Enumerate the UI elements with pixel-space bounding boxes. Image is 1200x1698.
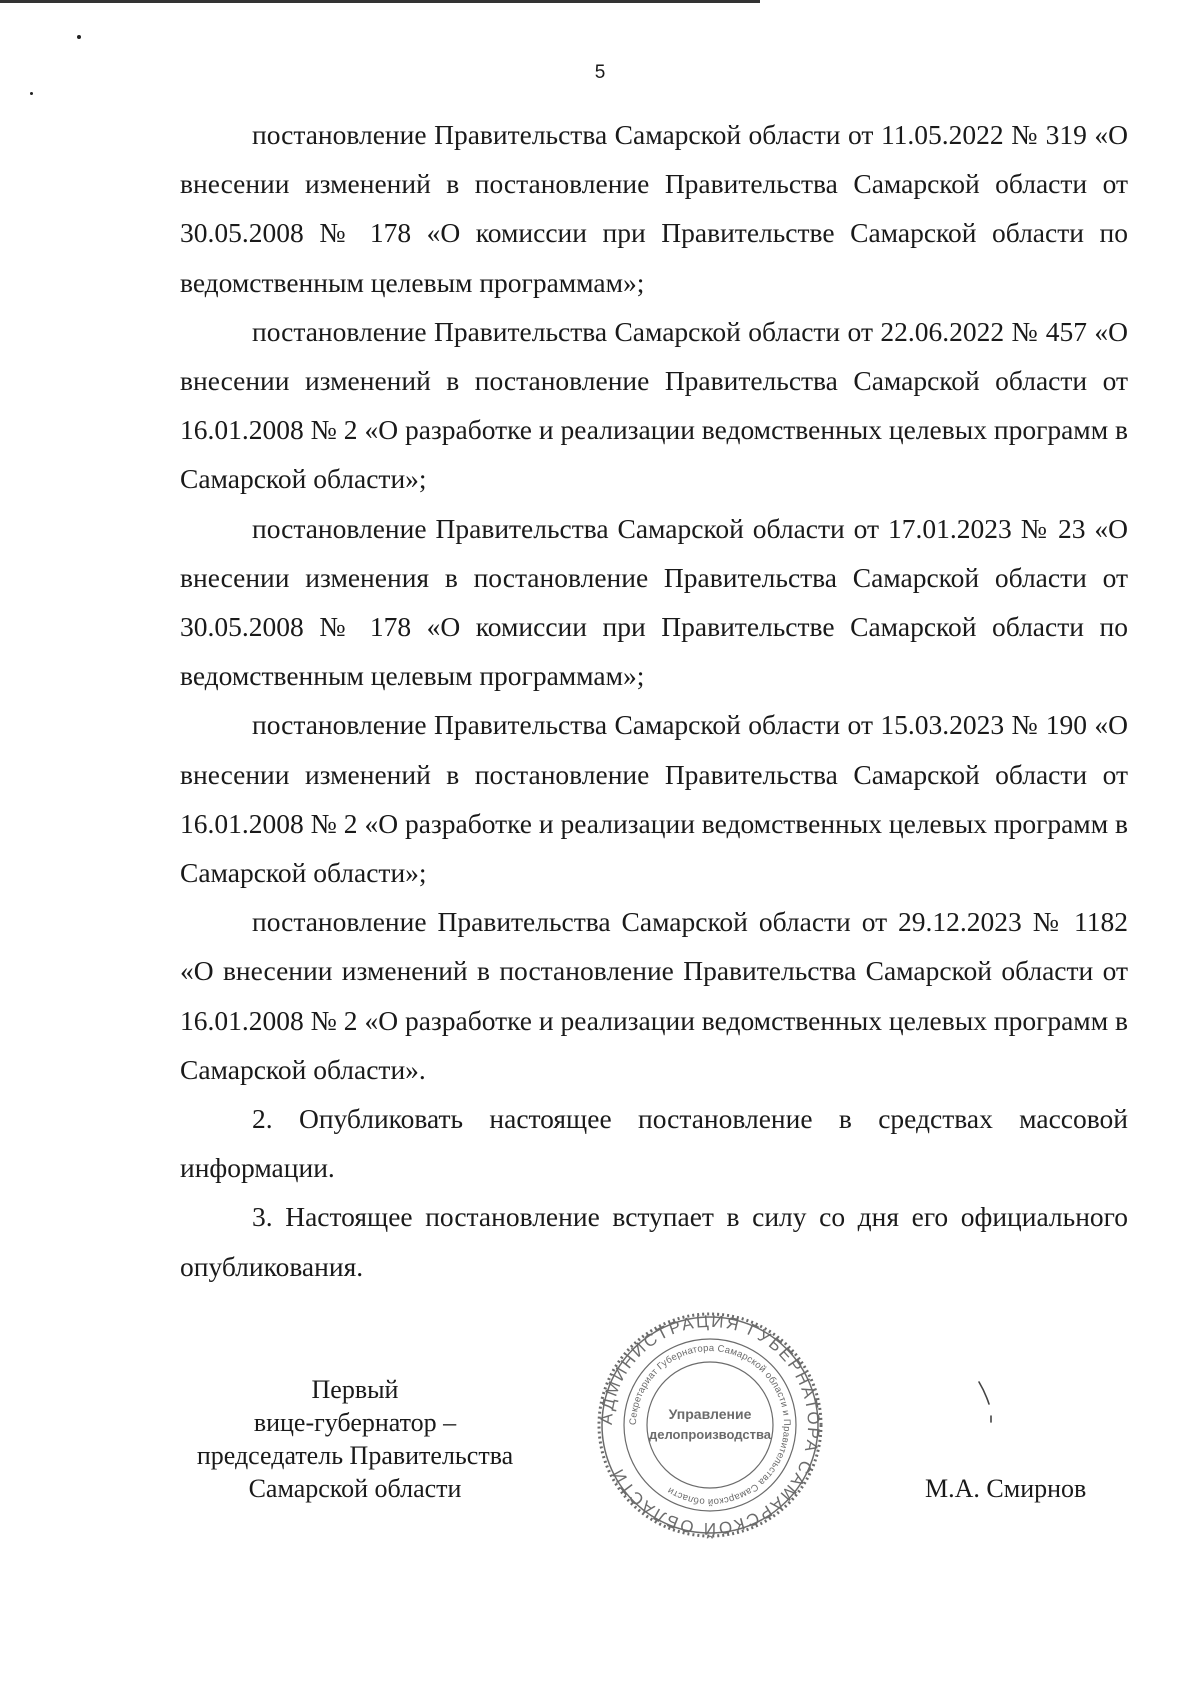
paragraph-4: постановление Правительства Самарской области от 15.03.2023 № 190 «О внесении изменений в постановление Правительства Самарской области от 16.01.2008 № 2 «О разработке и реализации ведомственных целевых программ в Самарской области»; — [180, 709, 1128, 889]
page-number: 5 — [594, 62, 606, 83]
paragraph-1: постановление Правительства Самарской области от 11.05.2022 № 319 «О внесении изменений в постановление Правительства Самарской области от 30.05.2008 № 178 «О комиссии при Правительстве Самарской области по ведомственным целевым программам»; — [180, 119, 1128, 298]
stamp-inner-text: Секретариат Губернатора Самарской области и Правительства Самарской области — [627, 1342, 793, 1508]
svg-text:Секретариат Губернатора Самарс — [628, 1343, 792, 1507]
signatory-title — [170, 1373, 540, 1505]
handwritten-signature-mark — [975, 1378, 1005, 1428]
stamp-center-line-1: Управление — [668, 1406, 752, 1422]
official-stamp — [595, 1310, 825, 1540]
stamp-center-line-2: делопроизводства — [648, 1427, 772, 1442]
stamp-outer-text: АДМИНИСТРАЦИЯ ГУБЕРНАТОРА САМАРСКОЙ ОБЛАСТИ — [596, 1311, 824, 1539]
paragraph-2: постановление Правительства Самарской области от 22.06.2022 № 457 «О внесении изменений в постановление Правительства Самарской области от 16.01.2008 № 2 «О разработке и реализации ведомственных целевых программ в Самарской области»; — [180, 315, 1128, 495]
signatory-title-line: Самарской области — [248, 1474, 462, 1503]
signatory-title-line: вице-губернатор – — [253, 1408, 457, 1437]
signatory-title-line: председатель Правительства — [196, 1441, 514, 1470]
paragraph-3: постановление Правительства Самарской области от 17.01.2023 № 23 «О внесении изменения в постановление Правительства Самарской области от 30.05.2008 № 178 «О комиссии при Правительстве Самарской области по ведомственным целевым программам»; — [180, 512, 1128, 692]
signatory-title-line: Первый — [311, 1375, 399, 1404]
paragraph-effective: 3. Настоящее постановление вступает в силу со дня его официального опубликования. — [180, 1201, 1128, 1282]
paragraph-publish: 2. Опубликовать настоящее постановление в средствах массовой информации. — [180, 1103, 1128, 1184]
paragraph-5: постановление Правительства Самарской области от 29.12.2023 № 1182 «О внесении изменений в постановление Правительства Самарской области от 16.01.2008 № 2 «О разработке и реализации ведомственных целевых программ в Самарской области». — [180, 906, 1128, 1085]
signatory-name: М.А. Смирнов — [925, 1474, 1087, 1503]
